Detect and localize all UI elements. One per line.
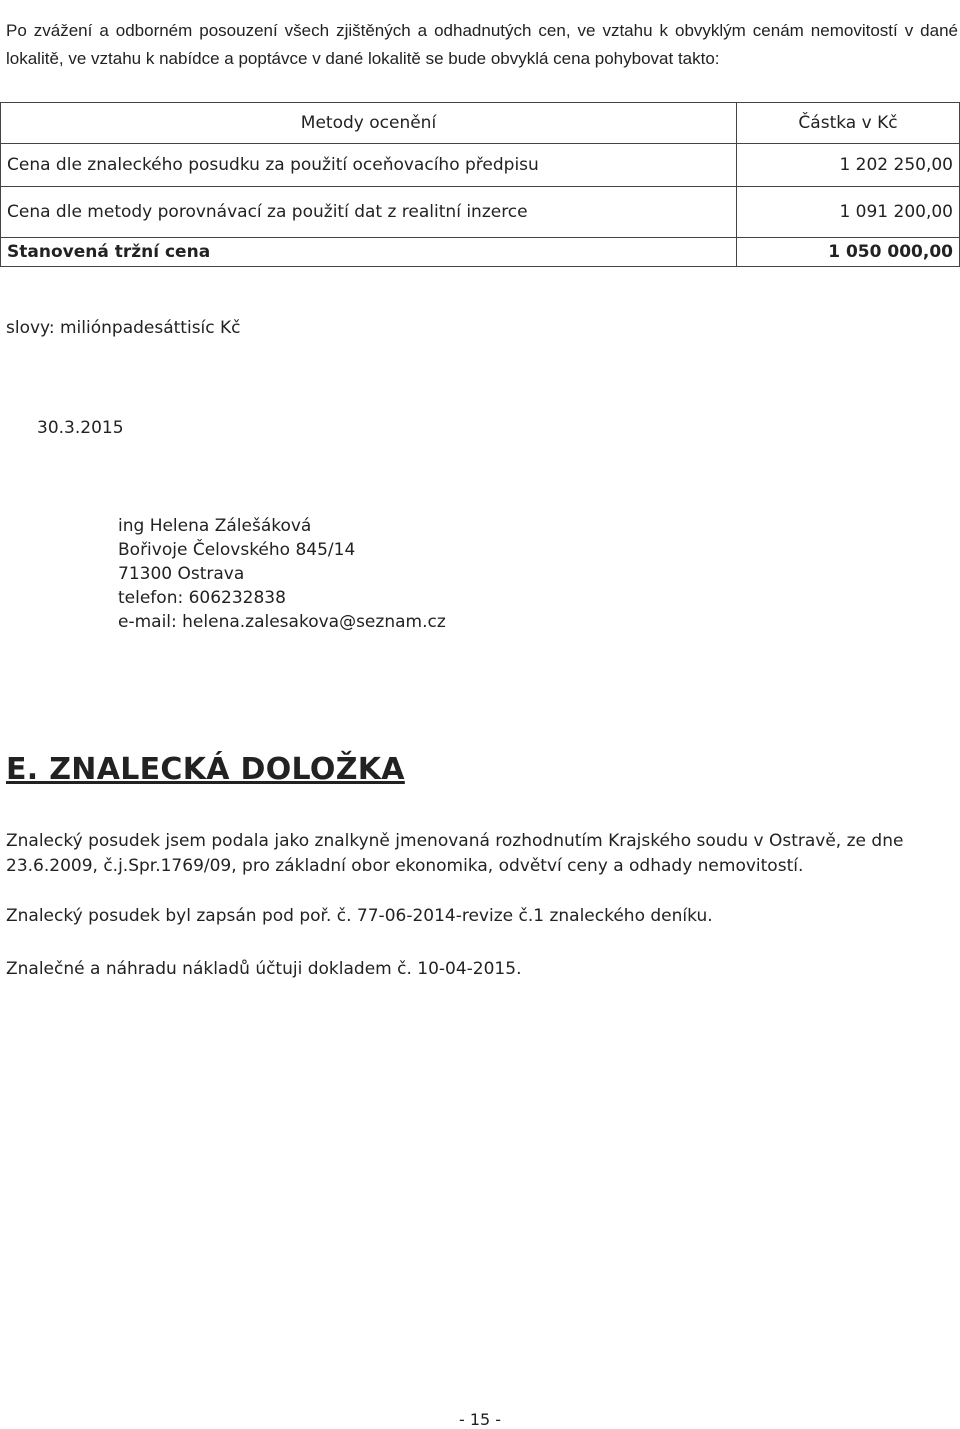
author-address-block: [118, 514, 446, 634]
amount-in-words: slovy: miliónpadesáttisíc Kč: [6, 318, 241, 338]
amount-cell: 1 050 000,00: [737, 238, 960, 267]
table-row-total: [1, 238, 960, 267]
table-header-row: [1, 103, 960, 144]
column-header-method: Metody ocenění: [1, 103, 737, 144]
author-email: e-mail: helena.zalesakova@seznam.cz: [118, 612, 446, 632]
author-street: Bořivoje Čelovského 845/14: [118, 540, 356, 560]
author-phone: telefon: 606232838: [118, 588, 286, 608]
section-heading: E. ZNALECKÁ DOLOŽKA: [6, 752, 405, 787]
method-cell: Cena dle metody porovnávací za použití dat z realitní inzerce: [1, 187, 737, 238]
section-paragraph: Znalecký posudek jsem podala jako znalkyně jmenovaná rozhodnutím Krajského soudu v Ostravě, ze dne 23.6.2009, č.j.Spr.1769/09, pro základní obor ekonomika, odvětví ceny a odhady nemovitostí.: [6, 831, 904, 876]
amount-cell: 1 202 250,00: [737, 144, 960, 187]
amount-cell: 1 091 200,00: [737, 187, 960, 238]
author-name: ing Helena Zálešáková: [118, 516, 312, 536]
section-paragraph: Znalečné a náhradu nákladů účtuji dokladem č. 10-04-2015.: [6, 959, 522, 979]
table-row: [1, 144, 960, 187]
intro-paragraph: Po zvážení a odborném posouzení všech zjištěných a odhadnutých cen, ve vztahu k obvyklým cenám nemovitostí v dané lokalitě, ve vztahu k nabídce a poptávce v dané lokalitě se bude obvyklá cena pohybovat takto:: [6, 21, 958, 68]
column-header-amount: Částka v Kč: [737, 103, 960, 144]
section-paragraph: Znalecký posudek byl zapsán pod poř. č. 77-06-2014-revize č.1 znaleckého deníku.: [6, 906, 713, 926]
document-date: 30.3.2015: [37, 418, 124, 438]
method-cell: Stanovená tržní cena: [1, 238, 737, 267]
page-number: - 15 -: [458, 1410, 502, 1429]
table-row: [1, 187, 960, 238]
author-city: 71300 Ostrava: [118, 564, 245, 584]
valuation-table: [0, 102, 960, 267]
method-cell: Cena dle znaleckého posudku za použití oceňovacího předpisu: [1, 144, 737, 187]
